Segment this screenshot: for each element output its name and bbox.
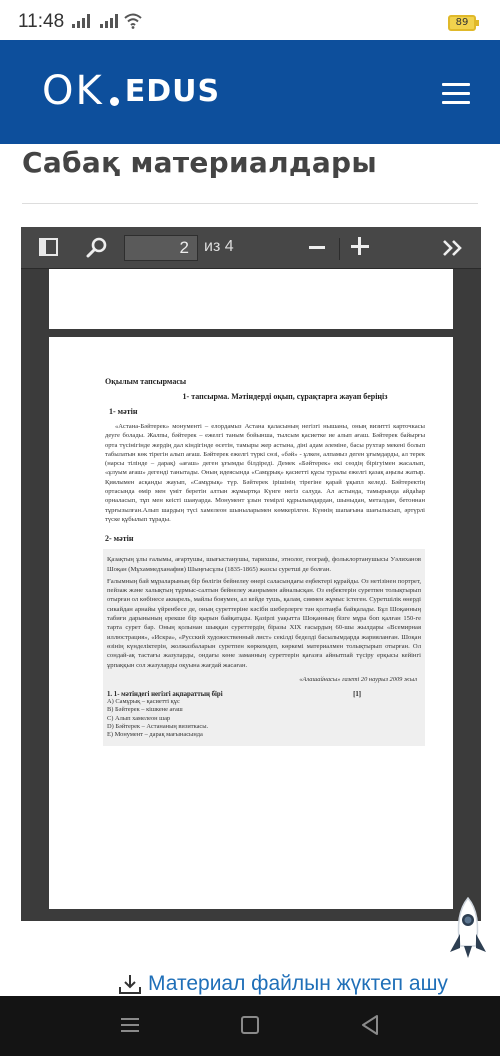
doc-text2-block	[103, 549, 425, 746]
doc-option: С) Алып хамелеон шар	[107, 714, 171, 722]
logo-dot	[110, 97, 119, 106]
site-logo[interactable]	[42, 68, 220, 114]
zoom-out-button[interactable]	[309, 246, 325, 249]
download-label: Материал файлын жүктеп ашу	[148, 972, 448, 995]
doc-option: D) Бәйтерек – Астананың визиткасы.	[107, 723, 209, 731]
doc-heading: Оқылым тапсырмасы	[105, 377, 187, 386]
pdf-toolbar	[21, 227, 481, 269]
download-link[interactable]	[118, 972, 448, 996]
doc-task: 1- тапсырма. Мәтіндерді оқып, сұрақтарға жауап беріңіз	[182, 392, 388, 401]
status-bar	[0, 0, 500, 40]
doc-text2-p1: Қазақтың ұлы ғалымы, ағартушы, шығыстанушы, тарихшы, этнолог, географ, фольклортанушысы Уәлиханов Шоқан (Мұхаммедханафия) Шыңғысұлы (1835-1865) жазсы суретші де болған.	[107, 556, 421, 573]
sidebar-toggle-icon[interactable]	[38, 236, 62, 260]
signal-bars-2-icon	[100, 14, 118, 28]
doc-text2-title: 2- мәтін	[105, 534, 134, 544]
page-number-input[interactable]: 2	[124, 235, 198, 261]
logo-ok-text: OK	[42, 68, 104, 114]
doc-option: А) Самұрық – қасиетті құс	[107, 697, 180, 705]
page-title: Сабақ материалдары	[22, 146, 377, 179]
download-icon	[118, 973, 142, 995]
doc-points: [1]	[353, 690, 361, 698]
wifi-icon	[124, 13, 142, 29]
doc-option: Е) Монумент – дарақ мағынасында	[107, 731, 203, 739]
title-divider	[22, 203, 478, 204]
scroll-top-rocket-icon[interactable]	[446, 896, 490, 972]
home-icon[interactable]	[241, 1016, 259, 1034]
pdf-page-previous	[49, 269, 453, 329]
recent-apps-icon[interactable]	[121, 1018, 139, 1032]
doc-text1-title: 1- мәтін	[109, 407, 138, 416]
search-icon[interactable]	[85, 236, 109, 260]
doc-text2-p2: Ғалымның бай мұраларының бір бөлігін бейнелеу өнері саласындағы еңбектері құрайды. Оз нетізінен портрет, пейзаж және халықтың тұрмыс-салтын бейнелеу жанрымен айналысқан. Оз еңбектерін суретпен толықтырып отырған ол көбінесе акварель, майлы бояумен, ал кейде тушь, қалам, сиямен жұмыс істеген. Суретшілік өнерді сикайдан арнайы үйренбесе де, оның суреттерiне кәсiби шеберлерге тән қолтаңба байқалады. Бұл Шоқанның табиғи дарынының ерекше бір қырын байқатады. Қазiрлi уақытта Шоқанның бізге мұра боп қалған 150-ге тарта сурет бар. Оның қолынан шыққан суреттердің біразы XIX ғасырдың 60-шы жылдары «Всемирная иллюстрация», «Искра», «Русский художественный лист» секілді беделді басылымдарда жарияланған. Шоқан өзінің күнделіктерін, жолжазбаларын суретпен көркемдеп, көркемі материалмен толықтырып отырған. Ол сондай-ақ тастағы жазуларды, ондағы көне заманның суреттерін қағазға айнытпай түсіру ерқысы кейінгі ұрпаққын сол жазуларды оқуына жағдай жасаған.	[107, 577, 421, 669]
page-total: из 4	[204, 238, 234, 255]
more-tools-icon[interactable]	[441, 236, 465, 260]
system-nav-bar	[0, 996, 500, 1056]
menu-icon[interactable]	[442, 83, 470, 105]
doc-option: В) Бәйтерек – кішкене ағаш	[107, 706, 183, 714]
pdf-page-current	[49, 337, 453, 909]
signal-bars-1-icon	[72, 14, 90, 28]
battery-icon: 89	[448, 15, 476, 31]
zoom-in-button[interactable]	[351, 237, 369, 255]
app-header	[0, 40, 500, 144]
doc-text1-body: «Астана-Бәйтерек» монументі – елордамыз Астана қаласының негізгі нышаны, оның визиттi карточкасы деуге болады. Жалпы, бәйтерек – ежелгі таным бойынша, тылсым қасиетке ие алып ағаш. Бәйтерек байырғы орта түсінігінде жердің дал кіндігінде өсетін, тамыры жер астына, діні адам әлеміне, басы рухтар мекені болып табылатын көк тірегін алып ағаш. Бәйтерек ежелгі түркі сөзі, «бәй» - ұлкен, алпамыз деген ұғымдарды, ал терек (нарсы тілінде – дарақ) «ағаш» деген ұғымды білдіреді. Демек «Бәйтерек» екі сөздің бірігуімен жасалып, «ұлуым ағаш» дегенді танытады. Оның идеясында «Самұрық» қасиеттi құсы туралы ежелгі қазақ аңызы жатыр. Қиялымен асқанды жауып, «Самұрық» түр. Бәйтерек ірішінің тірегіне қарай ұқыпл келеді. Бәйтеректің ортасында өмір мен үміт беретін алтын жұмыртқа Күнге негіз салуда. Ал астында, тамырында айдаһар орналасып, тұп мен кеістi шаяуарда. Монумент ұзын темірлі құрылымдардан, шыныдан, металдан, бетоннан тұрғызылған.Алып шардың түсі хамелеон шыныларымен көмкерілген. Күннің шапағына шағылысып, әртүрлі түске құбылып тұрады.	[105, 423, 425, 523]
doc-question: 1. 1- мәтіндегі негізгі ақпараттың бірі	[107, 690, 223, 698]
signal-icon	[72, 14, 118, 28]
back-icon[interactable]	[360, 1014, 380, 1036]
status-time: 11:48	[18, 11, 65, 32]
doc-question-row	[107, 691, 361, 698]
toolbar-separator	[339, 238, 340, 260]
doc-source: «Алашайнасы» газеті 20 наурыз 2009 жыл	[299, 675, 417, 683]
logo-edus-text: EDUS	[124, 73, 221, 109]
pdf-viewer	[21, 227, 481, 921]
